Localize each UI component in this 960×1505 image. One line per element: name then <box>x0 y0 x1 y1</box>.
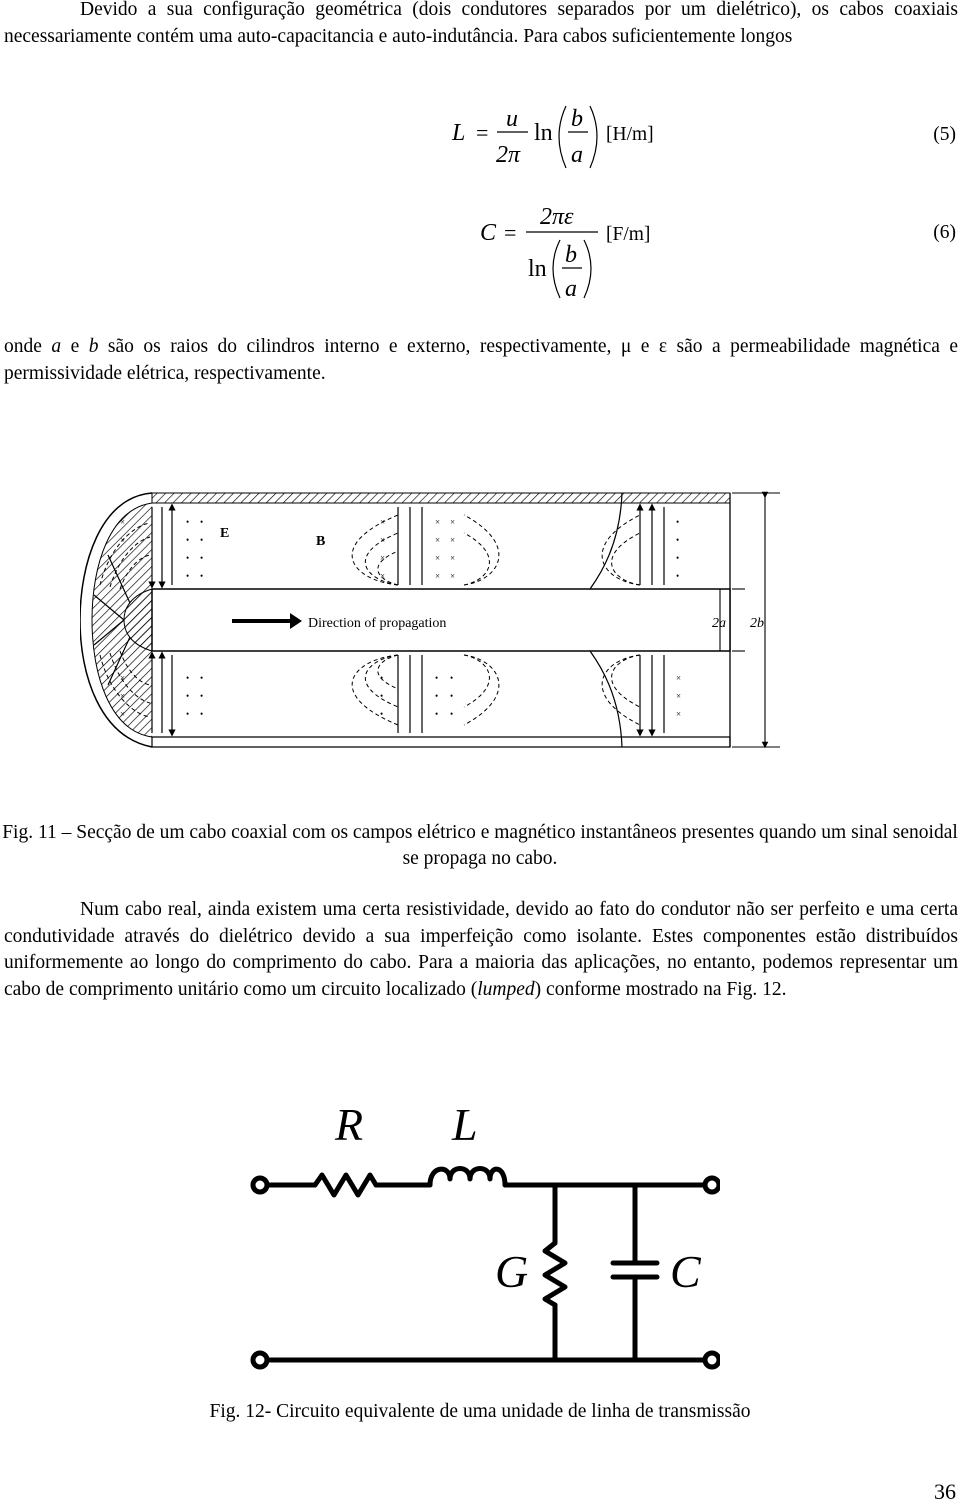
svg-text:•: • <box>676 571 680 581</box>
svg-text:•: • <box>676 553 680 563</box>
svg-text:×: × <box>120 673 126 683</box>
svg-text:•: • <box>186 709 190 719</box>
b-field-label: B <box>316 534 326 549</box>
eq6-equals: = <box>504 220 517 245</box>
svg-text:•: • <box>676 517 680 527</box>
svg-text:×: × <box>450 517 456 527</box>
label-C: C <box>670 1246 701 1297</box>
svg-text:•: • <box>435 709 439 719</box>
svg-text:×: × <box>435 571 441 581</box>
eq6-unit: [F/m] <box>606 224 651 245</box>
svg-text:×: × <box>435 553 441 563</box>
dim-2a-label: 2a <box>712 616 726 631</box>
e-field-label: E <box>220 526 230 541</box>
definitions-text-3: são os raios do cilindros interno e externo, respectivamente, μ e ε são a permeabilidade magnética e permissividade elétrica, respectivamente. <box>4 336 959 384</box>
svg-text:•: • <box>186 691 190 701</box>
svg-text:×: × <box>380 517 386 527</box>
svg-text:•: • <box>200 517 204 527</box>
svg-text:•: • <box>450 691 454 701</box>
svg-text:×: × <box>676 673 682 683</box>
eq6-lhs: C <box>480 220 497 246</box>
svg-text:•: • <box>380 709 384 719</box>
svg-text:×: × <box>120 691 126 701</box>
svg-text:•: • <box>186 535 190 545</box>
equation-5 <box>440 98 680 178</box>
svg-text:•: • <box>186 517 190 527</box>
svg-text:•: • <box>380 691 384 701</box>
definitions-text-2: e <box>61 336 89 357</box>
svg-text:•: • <box>435 691 439 701</box>
lumped-text-2: ) conforme mostrado na Fig. 12. <box>534 978 787 1000</box>
eq5-arg-num: b <box>571 106 583 132</box>
svg-text:•: • <box>186 553 190 563</box>
eq5-arg-den: a <box>571 142 583 168</box>
svg-text:×: × <box>120 517 126 527</box>
svg-text:•: • <box>200 535 204 545</box>
eq6-ln: ln <box>528 256 547 282</box>
lumped-word: lumped <box>477 978 535 1000</box>
svg-text:×: × <box>120 709 126 719</box>
lumped-text-1: Num cabo real, ainda existem uma certa resistividade, devido ao fato do condutor não ser perfeito e uma certa condutividade através do dielétrico devido a sua imperfeição como isolante. Estes componentes estão distribuídos uniformemente ao longo do comprimento do cabo. Para a maioria das aplicações, no entanto, podemos representar um cabo de comprimento unitário como um circuito localizado ( <box>4 899 958 1000</box>
label-R: R <box>335 1099 364 1150</box>
eq5-number: (5) <box>933 124 956 145</box>
eq5-numerator: u <box>506 106 518 132</box>
figure-12-caption: Fig. 12- Circuito equivalente de uma unidade de linha de transmissão <box>209 1401 751 1422</box>
eq5-lhs: L <box>452 120 466 146</box>
page-number: 36 <box>934 1479 956 1504</box>
svg-text:×: × <box>676 709 682 719</box>
svg-text:×: × <box>676 691 682 701</box>
svg-text:•: • <box>200 673 204 683</box>
svg-text:×: × <box>435 517 441 527</box>
svg-text:×: × <box>450 553 456 563</box>
definitions-paragraph <box>4 334 958 387</box>
label-L: L <box>452 1099 478 1150</box>
svg-text:×: × <box>450 535 456 545</box>
svg-text:×: × <box>380 553 386 563</box>
svg-text:×: × <box>380 535 386 545</box>
eq6-number: (6) <box>933 222 956 243</box>
svg-text:•: • <box>200 571 204 581</box>
equation-6 <box>470 198 690 308</box>
definitions-text-1: onde <box>4 336 52 357</box>
svg-text:•: • <box>186 673 190 683</box>
eq5-unit: [H/m] <box>606 124 654 145</box>
lumped-paragraph <box>4 897 958 1003</box>
eq5-ln: ln <box>534 120 553 146</box>
symbol-b: b <box>88 336 99 357</box>
svg-text:×: × <box>380 571 386 581</box>
figure-11-caption: Fig. 11 – Secção de um cabo coaxial com os campos elétrico e magnético instantâneos presentes quando um sinal senoidal se propaga no cabo. <box>2 822 958 869</box>
dim-2b-label: 2b <box>750 616 764 631</box>
eq6-arg-num: b <box>565 242 577 268</box>
label-G: G <box>495 1246 529 1297</box>
svg-text:•: • <box>450 709 454 719</box>
svg-text:•: • <box>380 673 384 683</box>
svg-text:×: × <box>450 571 456 581</box>
svg-text:•: • <box>450 673 454 683</box>
eq6-arg-den: a <box>565 276 577 302</box>
intro-paragraph <box>4 0 958 50</box>
eq5-denominator: 2π <box>496 142 521 168</box>
svg-text:•: • <box>200 709 204 719</box>
svg-text:×: × <box>435 535 441 545</box>
figure-11-coax-diagram <box>80 485 780 750</box>
svg-text:•: • <box>186 571 190 581</box>
svg-text:•: • <box>676 535 680 545</box>
figure-12-circuit <box>240 1095 720 1380</box>
svg-text:•: • <box>200 691 204 701</box>
svg-text:•: • <box>435 673 439 683</box>
eq5-equals: = <box>476 120 489 145</box>
svg-text:×: × <box>120 535 126 545</box>
direction-label: Direction of propagation <box>308 616 447 631</box>
eq6-numerator: 2πε <box>540 204 574 230</box>
symbol-a: a <box>51 336 62 357</box>
svg-text:•: • <box>200 553 204 563</box>
intro-text: Devido a sua configuração geométrica (dois condutores separados por um dielétrico), os cabos coaxiais necessariamente contém uma auto-capacitancia e auto-indutância. Para cabos suficientemente longos <box>4 0 958 47</box>
